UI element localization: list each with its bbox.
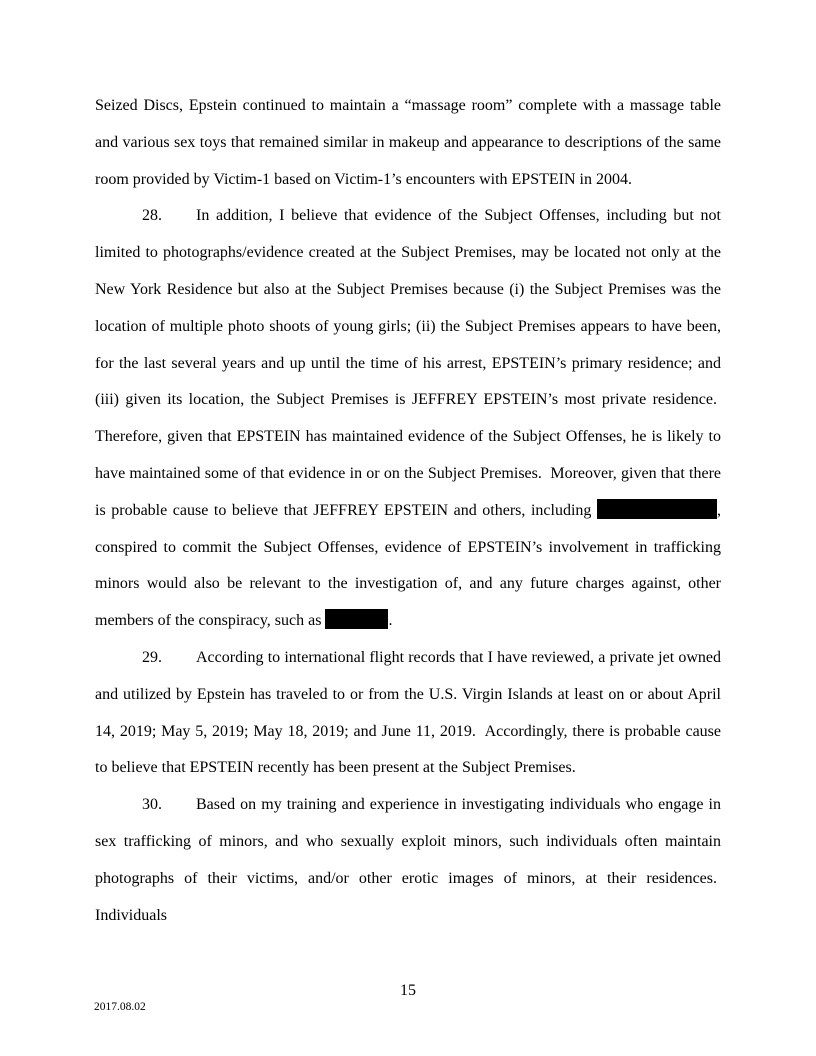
paragraph-28 [95,198,721,640]
paragraph-text: , conspired to commit the Subject Offenses, evidence of EPSTEIN’s involvement in trafficking minors would also be relevant to the investigation of, and any future charges against, other members of the conspiracy, such as [95,501,721,630]
document-body [95,88,721,934]
paragraph-number: 29. [142,648,162,666]
paragraph-text: Seized Discs, Epstein continued to maintain a “massage room” complete with a massage table and various sex toys that remained similar in makeup and appearance to descriptions of the same room provided by Victim-1 based on Victim-1’s encounters with EPSTEIN in 2004. [95,97,721,188]
paragraph-30 [95,787,721,934]
paragraph-number: 30. [142,796,162,814]
paragraph-27-continuation [95,88,721,198]
paragraph-text: In addition, I believe that evidence of the Subject Offenses, including but not limited to photographs/evidence created at the Subject Premises, may be located not only at the New York Residence but also at the Subject Premises because (i) the Subject Premises was the location of multiple photo shoots of young girls; (ii) the Subject Premises appears to have been, for the last several years and up until the time of his arrest, EPSTEIN’s primary residence; and (iii) given its location, the Subject Premises is JEFFREY EPSTEIN’s most private residence. Therefore, given that EPSTEIN has maintained evidence of the Subject Offenses, he is likely to have maintained some of that evidence in or on the Subject Premises. Moreover, given that there is probable cause to believe that JEFFREY EPSTEIN and others, including [95,207,721,519]
date-stamp: 2017.08.02 [94,1001,146,1013]
redaction-box [597,499,717,519]
paragraph-text: According to international flight records that I have reviewed, a private jet owned and utilized by Epstein has traveled to or from the U.S. Virgin Islands at least on or about April 14, 2019; May 5, 2019; May 18, 2019; and June 11, 2019. Accordingly, there is probable cause to believe that EPSTEIN recently has been present at the Subject Premises. [95,648,721,777]
page-number: 15 [400,982,416,999]
paragraph-text: Based on my training and experience in investigating individuals who engage in sex trafficking of minors, and who sexually exploit minors, such individuals often maintain photographs of their victims, and/or other erotic images of minors, at their residences. Individuals [95,796,721,924]
paragraph-number: 28. [142,207,162,225]
redaction-box [325,609,388,629]
paragraph-text: . [388,612,393,630]
paragraph-29 [95,640,721,787]
